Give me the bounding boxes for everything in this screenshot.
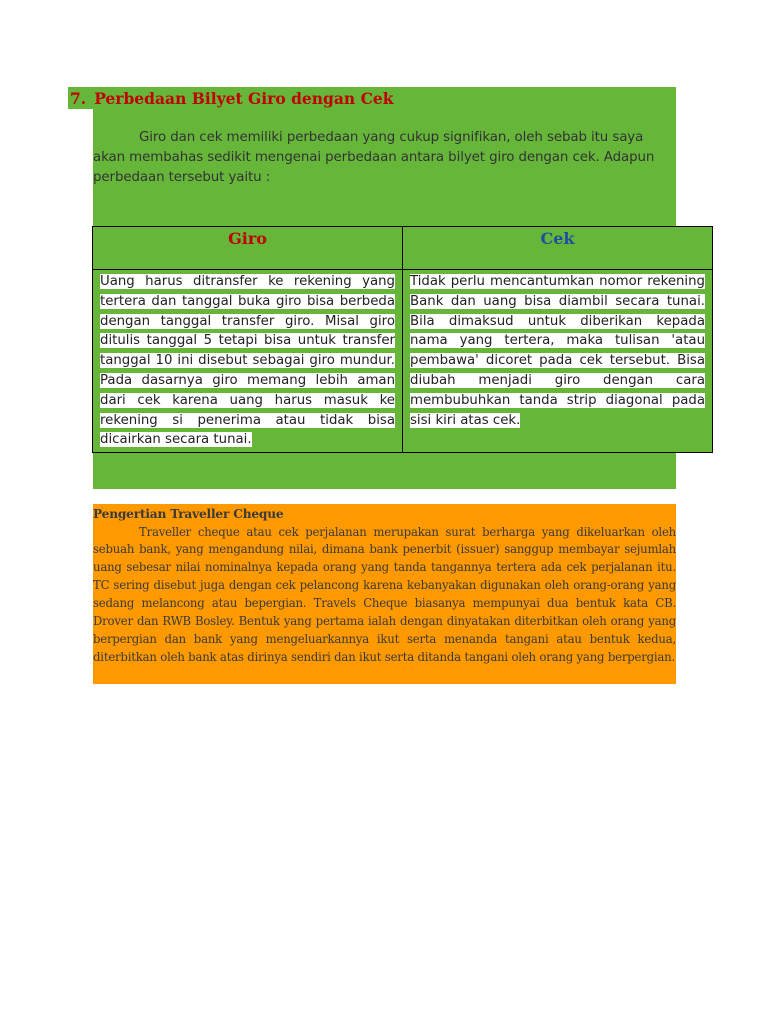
- comparison-table: [92, 226, 713, 453]
- table-row: [93, 270, 713, 453]
- cek-description: Tidak perlu mencantumkan nomor rekening Bank dan uang bisa diambil secara tunai. Bila dimaksud untuk diberikan kepada nama yang tertera, maka tulisan 'atau pembawa' dicoret pada cek tersebut. Bisa diubah menjadi giro dengan cara membubuhkan tanda strip diagonal pada sisi kiri atas cek.: [410, 274, 705, 428]
- giro-description: Uang harus ditransfer ke rekening yang tertera dan tanggal buka giro bisa berbeda dengan tanggal transfer giro. Misal giro ditulis tanggal 5 tetapi bisa untuk transfer tanggal 10 ini disebut sebagai giro mundur. Pada dasarnya giro memang lebih aman dari cek karena uang harus masuk ke rekening si penerima atau tidak bisa dicairkan secara tunai.: [100, 274, 395, 448]
- section-number: 7.: [70, 88, 87, 108]
- section-heading: [68, 87, 398, 109]
- traveller-cheque-body: Traveller cheque atau cek perjalanan merupakan surat berharga yang dikeluarkan oleh sebuah bank, yang mengandung nilai, dimana bank penerbit (issuer) sanggup membayar sejumlah uang sebesar nilai nominalnya kepada orang yang tanda tangannya tertera ada cek perjalanan itu. TC sering disebut juga dengan cek pelancong karena kebanyakan digunakan oleh orang-orang yang sedang melancong atau bepergian. Travels Cheque biasanya mempunyai dua bentuk kata CB. Drover dan RWB Bosley. Bentuk yang pertama ialah dengan dinyatakan diterbitkan oleh orang yang berpergian dan bank yang mengeluarkannya ikut serta menanda tangani atau bentuk kedua, diterbitkan oleh bank atas dirinya sendiri dan ikut serta ditanda tangani oleh orang yang berpergian.: [93, 524, 676, 664]
- intro-paragraph: Giro dan cek memiliki perbedaan yang cukup signifikan, oleh sebab itu saya akan membahas sedikit mengenai perbedaan antara bilyet giro dengan cek. Adapun perbedaan tersebut yaitu :: [93, 130, 655, 185]
- table-header-row: [93, 227, 713, 270]
- traveller-cheque-title: Pengertian Traveller Cheque: [93, 507, 284, 521]
- cek-column-header: Cek: [403, 227, 713, 270]
- section-title: Perbedaan Bilyet Giro dengan Cek: [94, 88, 394, 108]
- cek-description-cell: [403, 270, 713, 453]
- giro-description-cell: [93, 270, 403, 453]
- giro-column-header: Giro: [93, 227, 403, 270]
- traveller-cheque-section: [93, 504, 676, 684]
